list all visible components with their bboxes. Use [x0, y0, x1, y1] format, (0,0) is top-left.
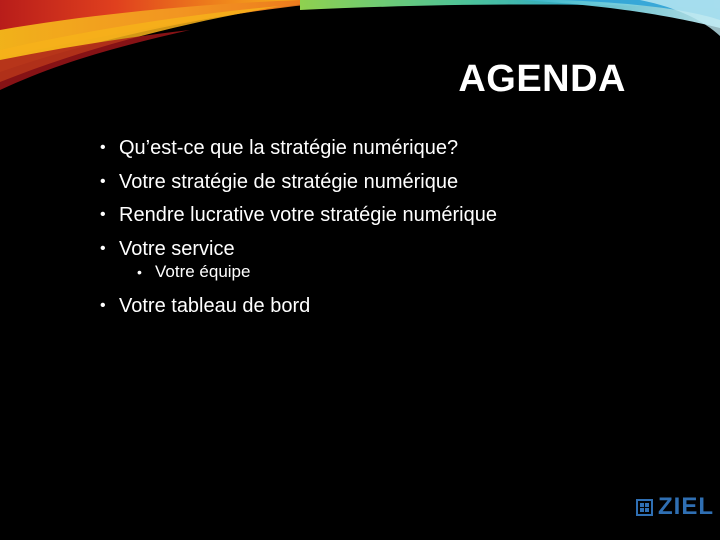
- agenda-item-2: [100, 170, 680, 194]
- agenda-list: [100, 136, 680, 328]
- agenda-item-4: [100, 237, 680, 261]
- ribbon-green: [300, 0, 720, 10]
- bullet-icon: •: [100, 297, 106, 314]
- bullet-icon: •: [100, 139, 106, 156]
- agenda-item-label: Votre stratégie de stratégie numérique: [119, 170, 459, 193]
- bullet-icon: •: [100, 172, 106, 190]
- bullet-icon: •: [100, 206, 106, 223]
- slide-title: AGENDA: [458, 58, 626, 100]
- ribbon-yellow: [0, 6, 280, 82]
- ribbon-red: [0, 0, 330, 58]
- agenda-subitem-label: Votre équipe: [155, 262, 251, 281]
- agenda-item-label: Votre service: [119, 237, 235, 260]
- agenda-item-5: [100, 294, 680, 318]
- ribbon-orange: [0, 0, 360, 72]
- ribbon-blue: [560, 0, 720, 20]
- agenda-item-1: [100, 136, 680, 160]
- agenda-item-label: Votre tableau de bord: [119, 295, 311, 317]
- bullet-icon: •: [137, 264, 142, 280]
- agenda-item-3: [100, 203, 680, 227]
- agenda-subitem-1: [137, 262, 680, 282]
- ribbon-dark-red: [0, 30, 190, 90]
- ribbon-light-cyan: [640, 0, 720, 36]
- ribbon-teal: [520, 0, 720, 28]
- bullet-icon: •: [100, 239, 106, 257]
- logo-text: ZIEL: [658, 493, 714, 520]
- logo-mark-icon: [636, 499, 653, 516]
- ziel-logo: [636, 492, 714, 522]
- agenda-item-label: Rendre lucrative votre stratégie numérique: [119, 204, 497, 226]
- agenda-item-label: Qu’est-ce que la stratégie numérique?: [119, 137, 459, 159]
